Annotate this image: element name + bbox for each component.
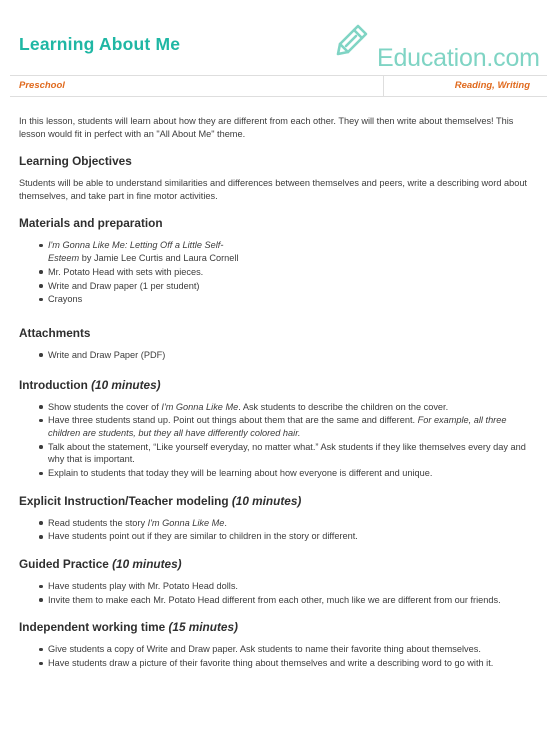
divider <box>10 96 547 97</box>
list-item: Have students draw a picture of their favorite thing about themselves and write a describing word to go with it. <box>19 657 537 670</box>
book-authors: by Jamie Lee Curtis and Laura Cornell <box>79 252 239 263</box>
lesson-meta-bar <box>0 75 557 97</box>
section-title: Independent working time <box>19 620 166 635</box>
list-item: Show students the cover of I'm Gonna Like Me. Ask students to describe the children on the cover. <box>19 401 537 414</box>
objectives-text: Students will be able to understand similarities and differences between themselves and peers, write a describing word about themselves, and take part in fine motor activities. <box>19 178 527 201</box>
list-item: Read students the story I'm Gonna Like Me. <box>19 517 537 530</box>
pencil-logo-icon <box>334 20 378 64</box>
independent-work-list <box>19 643 537 669</box>
logo-wordmark: Education.com <box>377 44 540 72</box>
list-item: Have students play with Mr. Potato Head dolls. <box>19 580 537 593</box>
introduction-heading <box>19 378 537 392</box>
list-item: Invite them to make each Mr. Potato Head different from each other, much like we are different from our friends. <box>19 594 537 607</box>
list-item: Talk about the statement, “Like yourself everyday, no matter what.” Ask students if they like themselves every day and why that is important. <box>19 441 537 466</box>
grade-label[interactable]: Preschool <box>19 80 65 91</box>
section-duration: (10 minutes) <box>91 377 161 392</box>
example-text: For example, all three children are students, but they all have differently colored hair. <box>48 415 507 438</box>
guided-practice-heading <box>19 557 537 571</box>
page-title: Learning About Me <box>19 34 181 54</box>
book-title: Esteem <box>48 252 80 263</box>
objectives-heading: Learning Objectives <box>19 154 132 169</box>
introduction-list <box>19 401 537 480</box>
book-title: I'm Gonna Like Me <box>147 517 225 528</box>
materials-list <box>19 239 537 306</box>
materials-heading: Materials and preparation <box>19 216 163 231</box>
explicit-instruction-heading <box>19 494 537 508</box>
list-item: Give students a copy of Write and Draw paper. Ask students to name their favorite thing about themselves. <box>19 643 537 656</box>
guided-practice-list <box>19 580 537 606</box>
list-item: Have three students stand up. Point out things about them that are the same and different. For example, all three children are students, but they all have differently colored hair. <box>19 414 537 439</box>
section-duration: (10 minutes) <box>231 493 302 508</box>
divider <box>383 75 384 97</box>
list-item: Have students point out if they are similar to children in the story or different. <box>19 530 537 543</box>
section-title: Introduction <box>19 377 88 392</box>
page-header <box>0 0 557 75</box>
independent-work-heading <box>19 620 537 634</box>
list-item: Mr. Potato Head with sets with pieces. <box>19 266 537 279</box>
explicit-instruction-list <box>19 517 537 543</box>
list-item: Explain to students that today they will be learning about how everyone is different and unique. <box>19 467 537 480</box>
book-title: I'm Gonna Like Me <box>161 401 239 412</box>
attachments-heading: Attachments <box>19 325 91 340</box>
divider <box>10 75 547 76</box>
list-item: Write and Draw paper (1 per student) <box>19 280 537 293</box>
section-title: Explicit Instruction/Teacher modeling <box>19 493 229 508</box>
list-item: Crayons <box>19 293 537 306</box>
list-item <box>19 239 537 264</box>
education-com-logo[interactable] <box>334 20 544 70</box>
attachment-link[interactable]: Write and Draw Paper (PDF) <box>19 349 537 362</box>
attachments-list <box>19 349 537 362</box>
lesson-intro: In this lesson, students will learn about how they are different from each other. They will then write about themselves! This lesson would fit in perfect with an "All About Me" theme. <box>19 116 514 139</box>
subject-label[interactable]: Reading, Writing <box>454 80 530 91</box>
section-title: Guided Practice <box>19 557 109 571</box>
section-duration: (10 minutes) <box>112 557 182 571</box>
book-title: I'm Gonna Like Me: Letting Off a Little Self- <box>48 240 224 251</box>
lesson-content <box>19 115 537 671</box>
section-duration: (15 minutes) <box>168 620 238 635</box>
